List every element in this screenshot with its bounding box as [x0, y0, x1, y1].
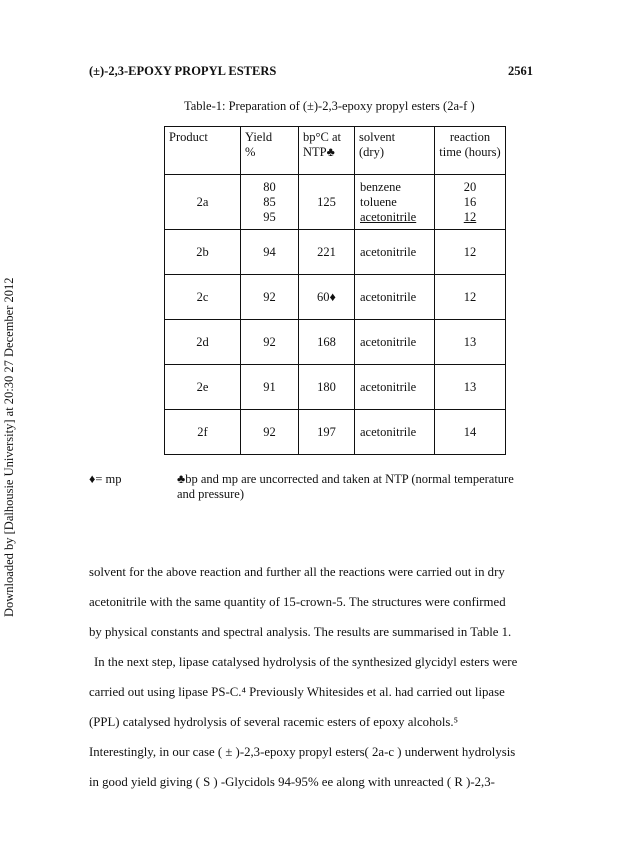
- cell-time: 12: [435, 275, 506, 320]
- cell-time: 14: [435, 410, 506, 455]
- header-bp: bp°C at NTP♣: [299, 127, 355, 175]
- body-line: acetonitrile with the same quantity of 15-crown-5. The structures were confirmed: [89, 595, 506, 609]
- cell-solvent: acetonitrile: [355, 275, 435, 320]
- cell-bp: 197: [299, 410, 355, 455]
- body-line: carried out using lipase PS-C.⁴ Previously Whitesides et al. had carried out lipase: [89, 685, 505, 699]
- page-number: 2561: [508, 64, 533, 78]
- cell-bp: 221: [299, 230, 355, 275]
- table-header-row: [165, 127, 506, 175]
- cell-yield: 92: [241, 320, 299, 365]
- table-caption: Table-1: Preparation of (±)-2,3-epoxy propyl esters (2a-f ): [184, 99, 475, 113]
- cell-solvent: acetonitrile: [355, 410, 435, 455]
- cell-yield: 94: [241, 230, 299, 275]
- cell-solvent: acetonitrile: [355, 365, 435, 410]
- cell-yield: 92: [241, 410, 299, 455]
- header-yield: Yield %: [241, 127, 299, 175]
- table-row: [165, 275, 506, 320]
- table-row: [165, 320, 506, 365]
- body-text: [89, 557, 529, 797]
- cell-product: 2b: [165, 230, 241, 275]
- cell-solvent: acetonitrile: [355, 230, 435, 275]
- table-row: [165, 230, 506, 275]
- cell-solvent: acetonitrile: [355, 320, 435, 365]
- running-title: (±)-2,3-EPOXY PROPYL ESTERS: [89, 64, 277, 78]
- body-line: solvent for the above reaction and further all the reactions were carried out in dry: [89, 565, 505, 579]
- cell-time: 20 16 12: [435, 175, 506, 230]
- cell-bp: 60♦: [299, 275, 355, 320]
- cell-yield: 91: [241, 365, 299, 410]
- table-row: [165, 175, 506, 230]
- esters-table: [164, 126, 506, 455]
- footnote-mp: ♦= mp: [89, 472, 122, 486]
- table-row: [165, 365, 506, 410]
- cell-product: 2a: [165, 175, 241, 230]
- cell-time: 13: [435, 365, 506, 410]
- footnote-ntp: ♣bp and mp are uncorrected and taken at NTP (normal temperature and pressure): [177, 472, 514, 501]
- cell-product: 2f: [165, 410, 241, 455]
- cell-product: 2d: [165, 320, 241, 365]
- body-line: In the next step, lipase catalysed hydrolysis of the synthesized glycidyl esters were: [94, 655, 518, 669]
- cell-bp: 125: [299, 175, 355, 230]
- download-side-note: Downloaded by [Dalhousie University] at 20:30 27 December 2012: [2, 277, 16, 617]
- header-reaction-time: reaction time (hours): [435, 127, 506, 175]
- cell-yield: 92: [241, 275, 299, 320]
- body-line: (PPL) catalysed hydrolysis of several racemic esters of epoxy alcohols.⁵: [89, 715, 459, 729]
- cell-product: 2c: [165, 275, 241, 320]
- body-line: by physical constants and spectral analysis. The results are summarised in Table 1.: [89, 625, 512, 639]
- body-line: Interestingly, in our case ( ± )-2,3-epoxy propyl esters( 2a-c ) underwent hydrolysis: [89, 745, 516, 759]
- cell-product: 2e: [165, 365, 241, 410]
- cell-bp: 180: [299, 365, 355, 410]
- cell-bp: 168: [299, 320, 355, 365]
- cell-yield: 80 85 95: [241, 175, 299, 230]
- header-product: Product: [165, 127, 241, 175]
- cell-solvent: benzene toluene acetonitrile: [355, 175, 435, 230]
- header-solvent: solvent (dry): [355, 127, 435, 175]
- cell-time: 13: [435, 320, 506, 365]
- table-row: [165, 410, 506, 455]
- body-line: in good yield giving ( S ) -Glycidols 94-95% ee along with unreacted ( R )-2,3-: [89, 775, 495, 789]
- cell-time: 12: [435, 230, 506, 275]
